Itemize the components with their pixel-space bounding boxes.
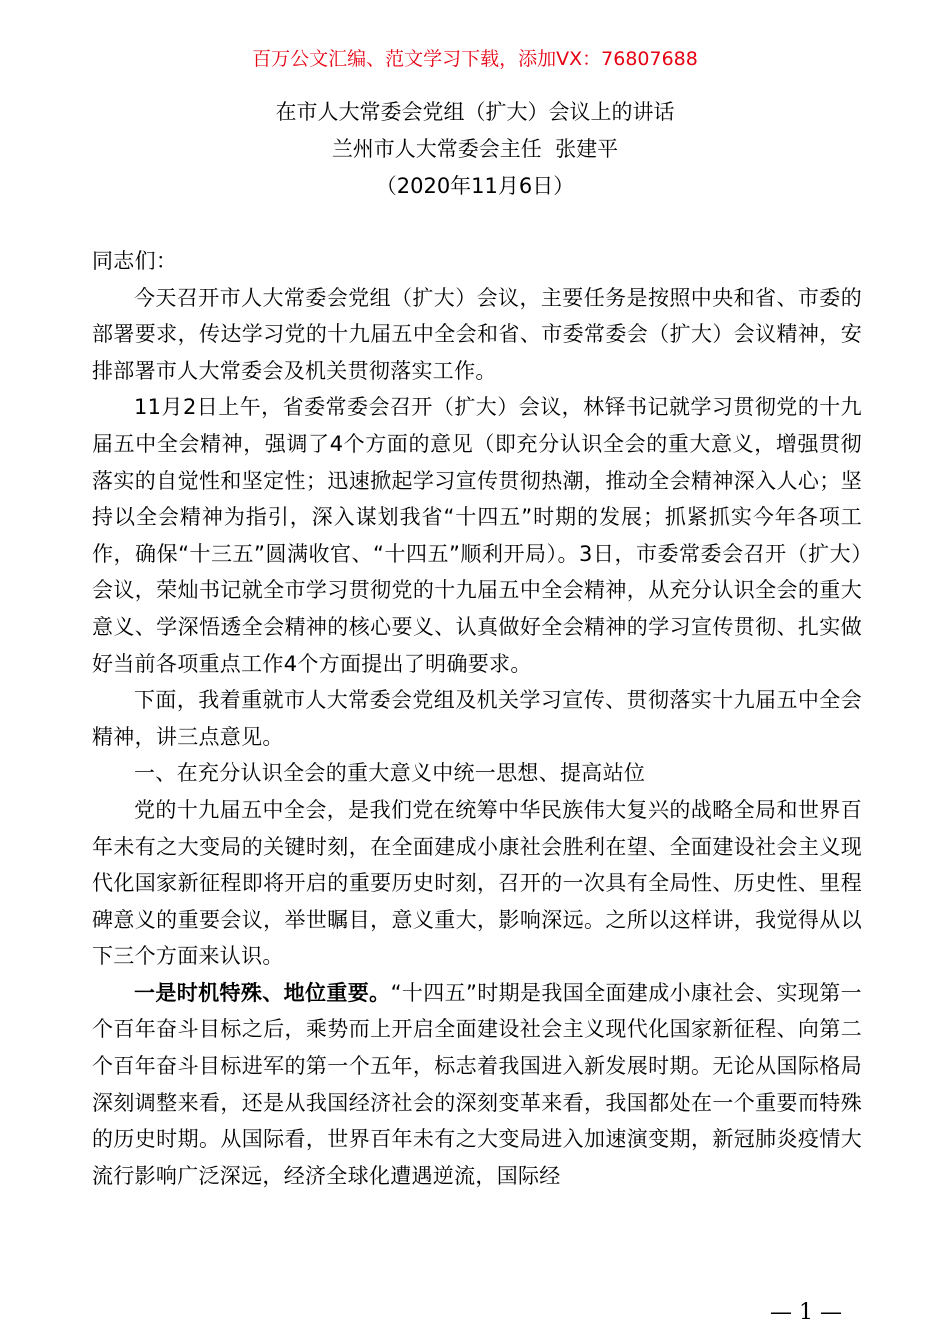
paragraph-4: 党的十九届五中全会，是我们党在统筹中华民族伟大复兴的战略全局和世界百年未有之大变局的关键时刻，在全面建成小康社会胜利在望、全面建设社会主义现代化国家新征程即将开启的重要历史时刻，召开的一次具有全局性、历史性、里程碑意义的重要会议，举世瞩目，意义重大，影响深远。之所以这样讲，我觉得从以下三个方面来认识。: [92, 797, 862, 969]
page-number: — 1 —: [770, 1300, 842, 1325]
paragraph-5: [92, 975, 862, 1195]
paragraph-5-text: “十四五”时期是我国全面建成小康社会、实现第一个百年奋斗目标之后，乘势而上开启全面建设社会主义现代化国家新征程、向第二个百年奋斗目标进军的第一个五年，标志着我国进入新发展时期。无论从国际格局深刻调整来看，还是从我国经济社会的深刻变革来看，我国都处在一个重要而特殊的历史时期。从国际看，世界百年未有之大变局进入加速演变期，新冠肺炎疫情大流行影响广泛深远，经济全球化遭遇逆流，国际经: [92, 980, 862, 1188]
paragraph-2: 11月2日上午，省委常委会召开（扩大）会议，林铎书记就学习贯彻党的十九届五中全会精神，强调了4个方面的意见（即充分认识全会的重大意义，增强贯彻落实的自觉性和坚定性；迅速掀起学习宣传贯彻热潮，推动全会精神深入人心；坚持以全会精神为指引，深入谋划我省“十四五”时期的发展；抓紧抓实今年各项工作，确保“十三五”圆满收官、“十四五”顺利开局）。3日，市委常委会召开（扩大）会议，荣灿书记就全市学习贯彻党的十九届五中全会精神，从充分认识全会的重大意义、学深悟透全会精神的核心要义、认真做好全会精神的学习宣传贯彻、扎实做好当前各项重点工作4个方面提出了明确要求。: [92, 395, 862, 676]
banner-text: 百万公文汇编、范文学习下载，添加VX：76807688: [252, 48, 698, 70]
section-heading-1: 一、在充分认识全会的重大意义中统一思想、提高站位: [134, 761, 646, 786]
speech-date: （2020年11月6日）: [375, 174, 575, 198]
watermark-banner: [0, 44, 950, 74]
paragraph-3: 下面，我着重就市人大常委会党组及机关学习宣传、贯彻落实十九届五中全会精神，讲三点意见。: [92, 688, 862, 749]
document-body: [92, 243, 862, 1194]
title-block: [0, 94, 950, 205]
speaker-line: 兰州市人大常委会主任 张建平: [331, 137, 619, 161]
speech-title: 在市人大常委会党组（扩大）会议上的讲话: [275, 100, 675, 124]
salutation: 同志们：: [92, 249, 178, 273]
paragraph-1: 今天召开市人大常委会党组（扩大）会议，主要任务是按照中央和省、市委的部署要求，传达学习党的十九届五中全会和省、市委常委会（扩大）会议精神，安排部署市人大常委会及机关贯彻落实工作。: [92, 285, 862, 383]
paragraph-5-lead: 一是时机特殊、地位重要。: [134, 980, 391, 1005]
